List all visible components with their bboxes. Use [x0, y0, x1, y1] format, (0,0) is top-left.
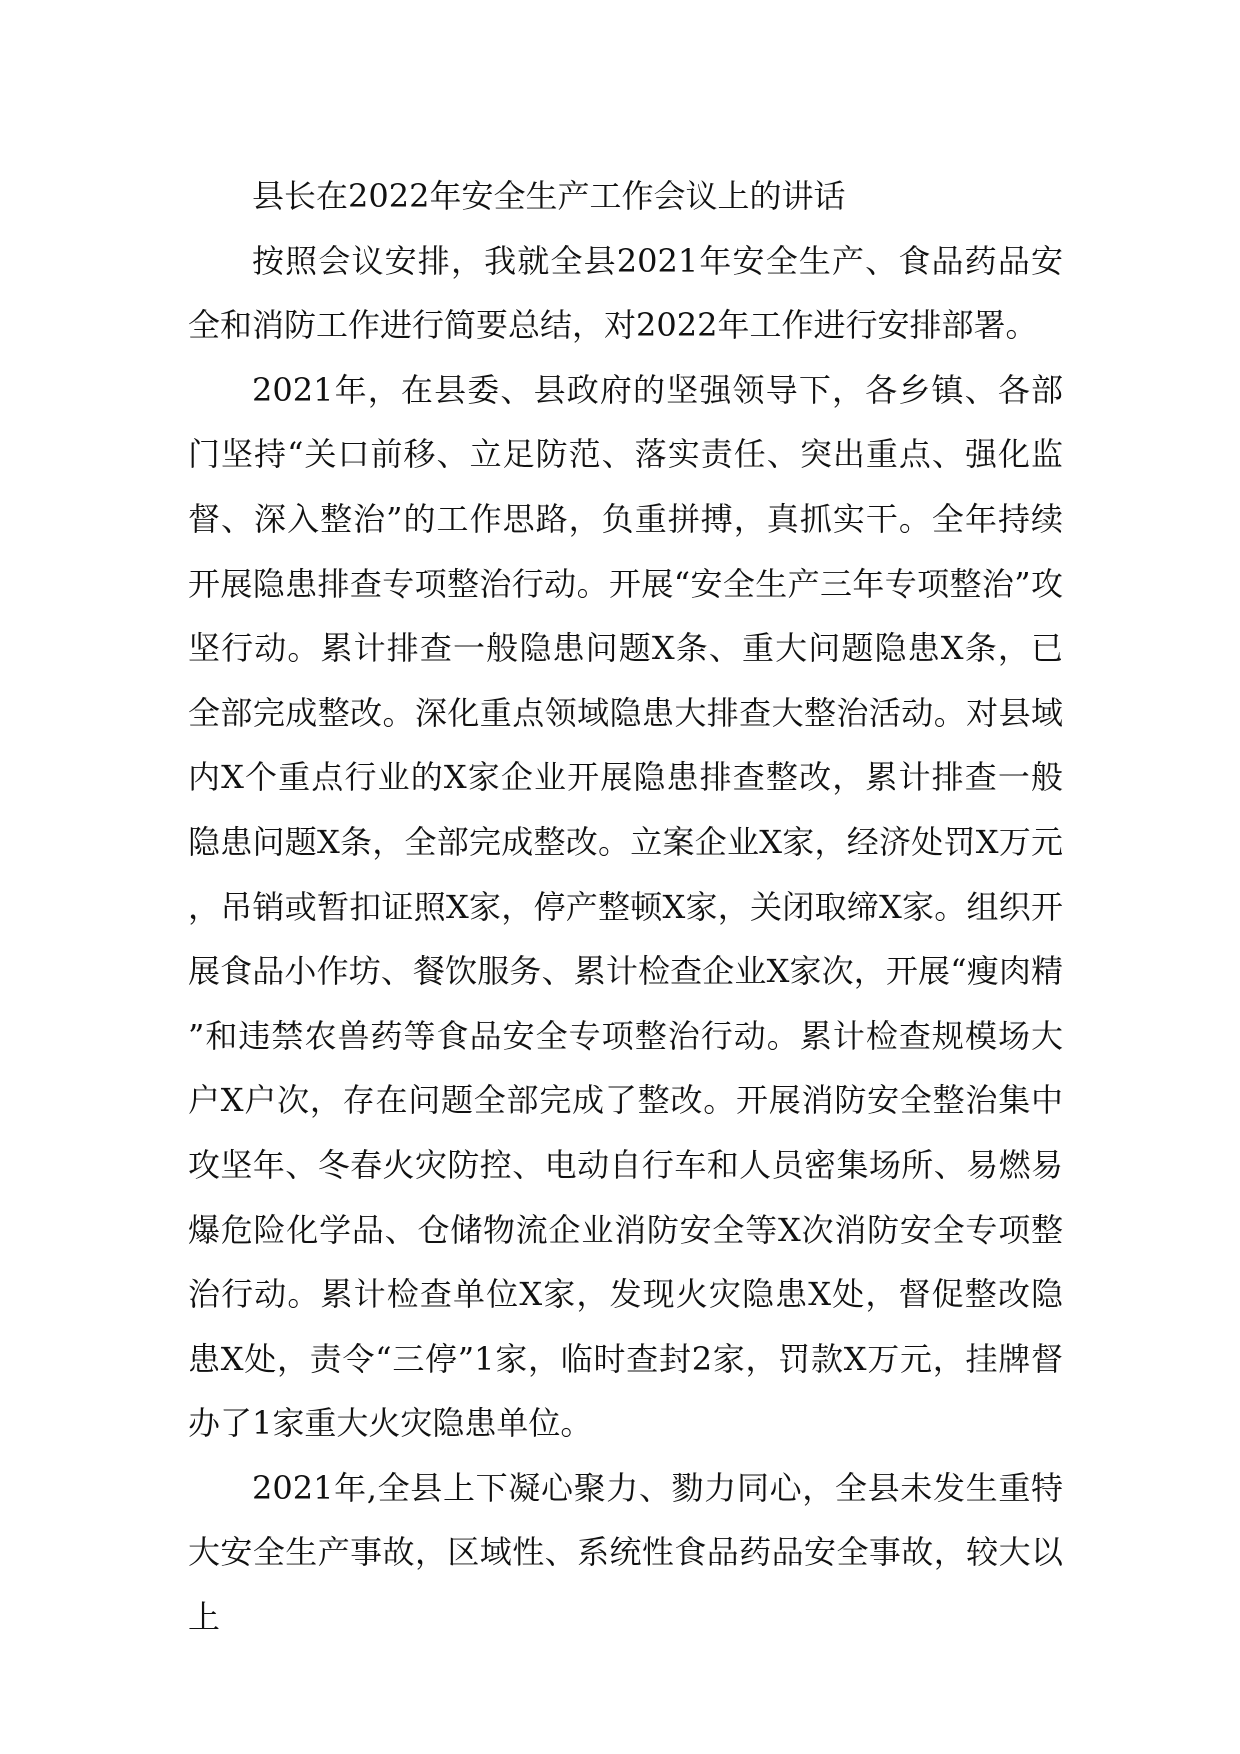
document-title: 县长在2022年安全生产工作会议上的讲话 [252, 177, 846, 215]
paragraph-2021-results: 2021年,全县上下凝心聚力、勠力同心，全县未发生重特大安全生产事故，区域性、系统性食品药品安全事故，较大以上 [188, 1468, 1063, 1637]
paragraph-intro: 按照会议安排，我就全县2021年安全生产、食品药品安全和消防工作进行简要总结，对2022年工作进行安排部署。 [188, 241, 1063, 345]
document-body [188, 164, 1063, 1650]
paragraph-2021-summary: 2021年，在县委、县政府的坚强领导下，各乡镇、各部门坚持“关口前移、立足防范、落实责任、突出重点、强化监督、深入整治”的工作思路，负重拼搏，真抓实干。全年持续开展隐患排查专项整治行动。开展“安全生产三年专项整治”攻坚行动。累计排查一般隐患问题X条、重大问题隐患X条，已全部完成整改。深化重点领域隐患大排查大整治活动。对县域内X个重点行业的X家企业开展隐患排查整改，累计排查一般隐患问题X条，全部完成整改。立案企业X家，经济处罚X万元，吊销或暂扣证照X家，停产整顿X家，关闭取缔X家。组织开展食品小作坊、餐饮服务、累计检查企业X家次，开展“瘦肉精”和违禁农兽药等食品安全专项整治行动。累计检查规模场大户X户次，存在问题全部完成了整改。开展消防安全整治集中攻坚年、冬春火灾防控、电动自行车和人员密集场所、易燃易爆危险化学品、仓储物流企业消防安全等X次消防安全专项整治行动。累计检查单位X家，发现火灾隐患X处，督促整改隐患X处，责令“三停”1家，临时查封2家，罚款X万元，挂牌督办了1家重大火灾隐患单位。 [188, 370, 1063, 1443]
